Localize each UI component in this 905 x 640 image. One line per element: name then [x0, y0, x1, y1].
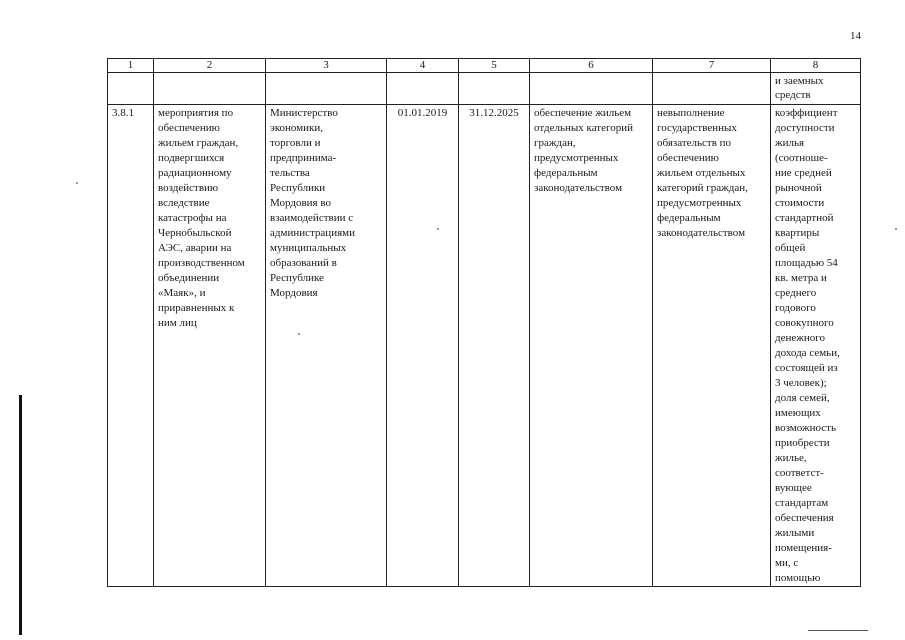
start-date: 01.01.2019	[387, 105, 459, 587]
cell-text-line: обязательств по	[657, 137, 732, 149]
cell-text-line: помещения-	[775, 542, 832, 554]
cell-text-line: объединении	[158, 272, 220, 284]
end-date: 31.12.2025	[459, 105, 530, 587]
cell-text-line: федеральным	[657, 212, 721, 224]
cell-text-line: Чернобыльской	[158, 227, 232, 239]
cell-text-line: законодательством	[657, 227, 746, 239]
cell-text-line: дохода семьи,	[775, 347, 840, 359]
cell-text-line: Республики	[270, 182, 326, 194]
cell-text-line: радиационному	[158, 167, 232, 179]
cell-text-line: рыночной	[775, 182, 822, 194]
cell-text-line: государственных	[657, 122, 737, 134]
cell-text-line: экономики,	[270, 122, 324, 134]
cell-text-line: состоящей из	[775, 362, 838, 374]
cell-text-line: обеспечение жильем	[534, 107, 632, 119]
carry-cell-5	[459, 73, 530, 105]
carry-cell-3	[266, 73, 387, 105]
page-number: 14	[850, 30, 861, 42]
cell-text-line: невыполнение	[657, 107, 725, 119]
column-number-row	[108, 59, 861, 73]
cell-text-line: предпринима-	[270, 152, 337, 164]
cell-text-line: средств	[775, 89, 811, 101]
measures-table	[107, 58, 861, 587]
column-number-7: 7	[653, 59, 771, 73]
cell-text-line: стоимости	[775, 197, 825, 209]
cell-text-line: жильем отдельных	[657, 167, 746, 179]
cell-text-line: и заемных	[775, 75, 824, 87]
cell-text-line: катастрофы на	[158, 212, 227, 224]
consequences	[653, 105, 771, 587]
column-number-2: 2	[154, 59, 266, 73]
cell-text-line: Республике	[270, 272, 324, 284]
cell-text-line: ми, с	[775, 557, 799, 569]
indicators	[771, 105, 861, 587]
cell-text-line: вследствие	[158, 197, 210, 209]
carry-cell-1	[108, 73, 154, 105]
cell-text-line: граждан,	[534, 137, 576, 149]
cell-text-line: доступности	[775, 122, 835, 134]
cell-text-line: жилье,	[775, 452, 807, 464]
cell-text-line: подвергшихся	[158, 152, 225, 164]
cell-text-line: жилыми	[775, 527, 815, 539]
column-number-3: 3	[266, 59, 387, 73]
cell-text-line: ние средней	[775, 167, 832, 179]
cell-text-line: воздействию	[158, 182, 219, 194]
cell-text-line: производственном	[158, 257, 245, 269]
cell-text-line: годового	[775, 302, 816, 314]
cell-text-line: общей	[775, 242, 806, 254]
cell-text-line: денежного	[775, 332, 825, 344]
cell-text-line: среднего	[775, 287, 817, 299]
column-number-8: 8	[771, 59, 861, 73]
cell-text-line: приравненных к	[158, 302, 235, 314]
cell-text-line: стандартам	[775, 497, 829, 509]
cell-text-line: отдельных категорий	[534, 122, 634, 134]
carry-cell-8	[771, 73, 861, 105]
scan-speck	[437, 228, 439, 230]
cell-text-line: помощью	[775, 572, 821, 584]
cell-text-line: обеспечения	[775, 512, 834, 524]
cell-text-line: (соотноше-	[775, 152, 828, 164]
cell-text-line: доля семей,	[775, 392, 830, 404]
cell-text-line: 3 человек);	[775, 377, 827, 389]
column-number-1: 1	[108, 59, 154, 73]
carry-over-row	[108, 73, 861, 105]
cell-text-line: категорий граждан,	[657, 182, 748, 194]
column-number-6: 6	[530, 59, 653, 73]
cell-text-line: квартиры	[775, 227, 820, 239]
scan-speck	[298, 333, 300, 335]
cell-text-line: жильем граждан,	[158, 137, 239, 149]
cell-text-line: тельства	[270, 167, 310, 179]
cell-text-line: обеспечению	[158, 122, 220, 134]
cell-text-line: торговли и	[270, 137, 321, 149]
cell-text-line: ним лиц	[158, 317, 197, 329]
cell-text-line: АЭС, аварии на	[158, 242, 232, 254]
column-number-4: 4	[387, 59, 459, 73]
cell-text-line: предусмотренных	[657, 197, 742, 209]
cell-text-line: Мордовия	[270, 287, 318, 299]
scan-speck	[76, 182, 78, 184]
cell-text-line: приобрести	[775, 437, 830, 449]
cell-text-line: имеющих	[775, 407, 821, 419]
expected-result	[530, 105, 653, 587]
item-number: 3.8.1	[108, 105, 154, 587]
cell-text-line: обеспечению	[657, 152, 719, 164]
scan-bottom-line	[808, 630, 868, 631]
cell-text-line: Министерство	[270, 107, 338, 119]
carry-cell-7	[653, 73, 771, 105]
cell-text-line: Мордовия во	[270, 197, 331, 209]
measure-name	[154, 105, 266, 587]
cell-text-line: возможность	[775, 422, 836, 434]
cell-text-line: совокупного	[775, 317, 834, 329]
cell-text-line: вующее	[775, 482, 812, 494]
scan-speck	[895, 228, 897, 230]
cell-text-line: взаимодействии с	[270, 212, 354, 224]
cell-text-line: законодательством	[534, 182, 623, 194]
responsible-executor	[266, 105, 387, 587]
table-row	[108, 105, 861, 587]
cell-text-line: «Маяк», и	[158, 287, 206, 299]
cell-text-line: площадью 54	[775, 257, 838, 269]
cell-text-line: жилья	[775, 137, 805, 149]
cell-text-line: администрациями	[270, 227, 355, 239]
cell-text-line: предусмотренных	[534, 152, 619, 164]
column-number-5: 5	[459, 59, 530, 73]
cell-text-line: стандартной	[775, 212, 834, 224]
carry-cell-2	[154, 73, 266, 105]
cell-text-line: муниципальных	[270, 242, 347, 254]
cell-text-line: соответст-	[775, 467, 824, 479]
cell-text-line: коэффициент	[775, 107, 838, 119]
cell-text-line: образований в	[270, 257, 337, 269]
carry-cell-4	[387, 73, 459, 105]
carry-cell-6	[530, 73, 653, 105]
cell-text-line: мероприятия по	[158, 107, 234, 119]
cell-text-line: федеральным	[534, 167, 598, 179]
scan-margin-bar	[19, 395, 22, 635]
cell-text-line: кв. метра и	[775, 272, 827, 284]
